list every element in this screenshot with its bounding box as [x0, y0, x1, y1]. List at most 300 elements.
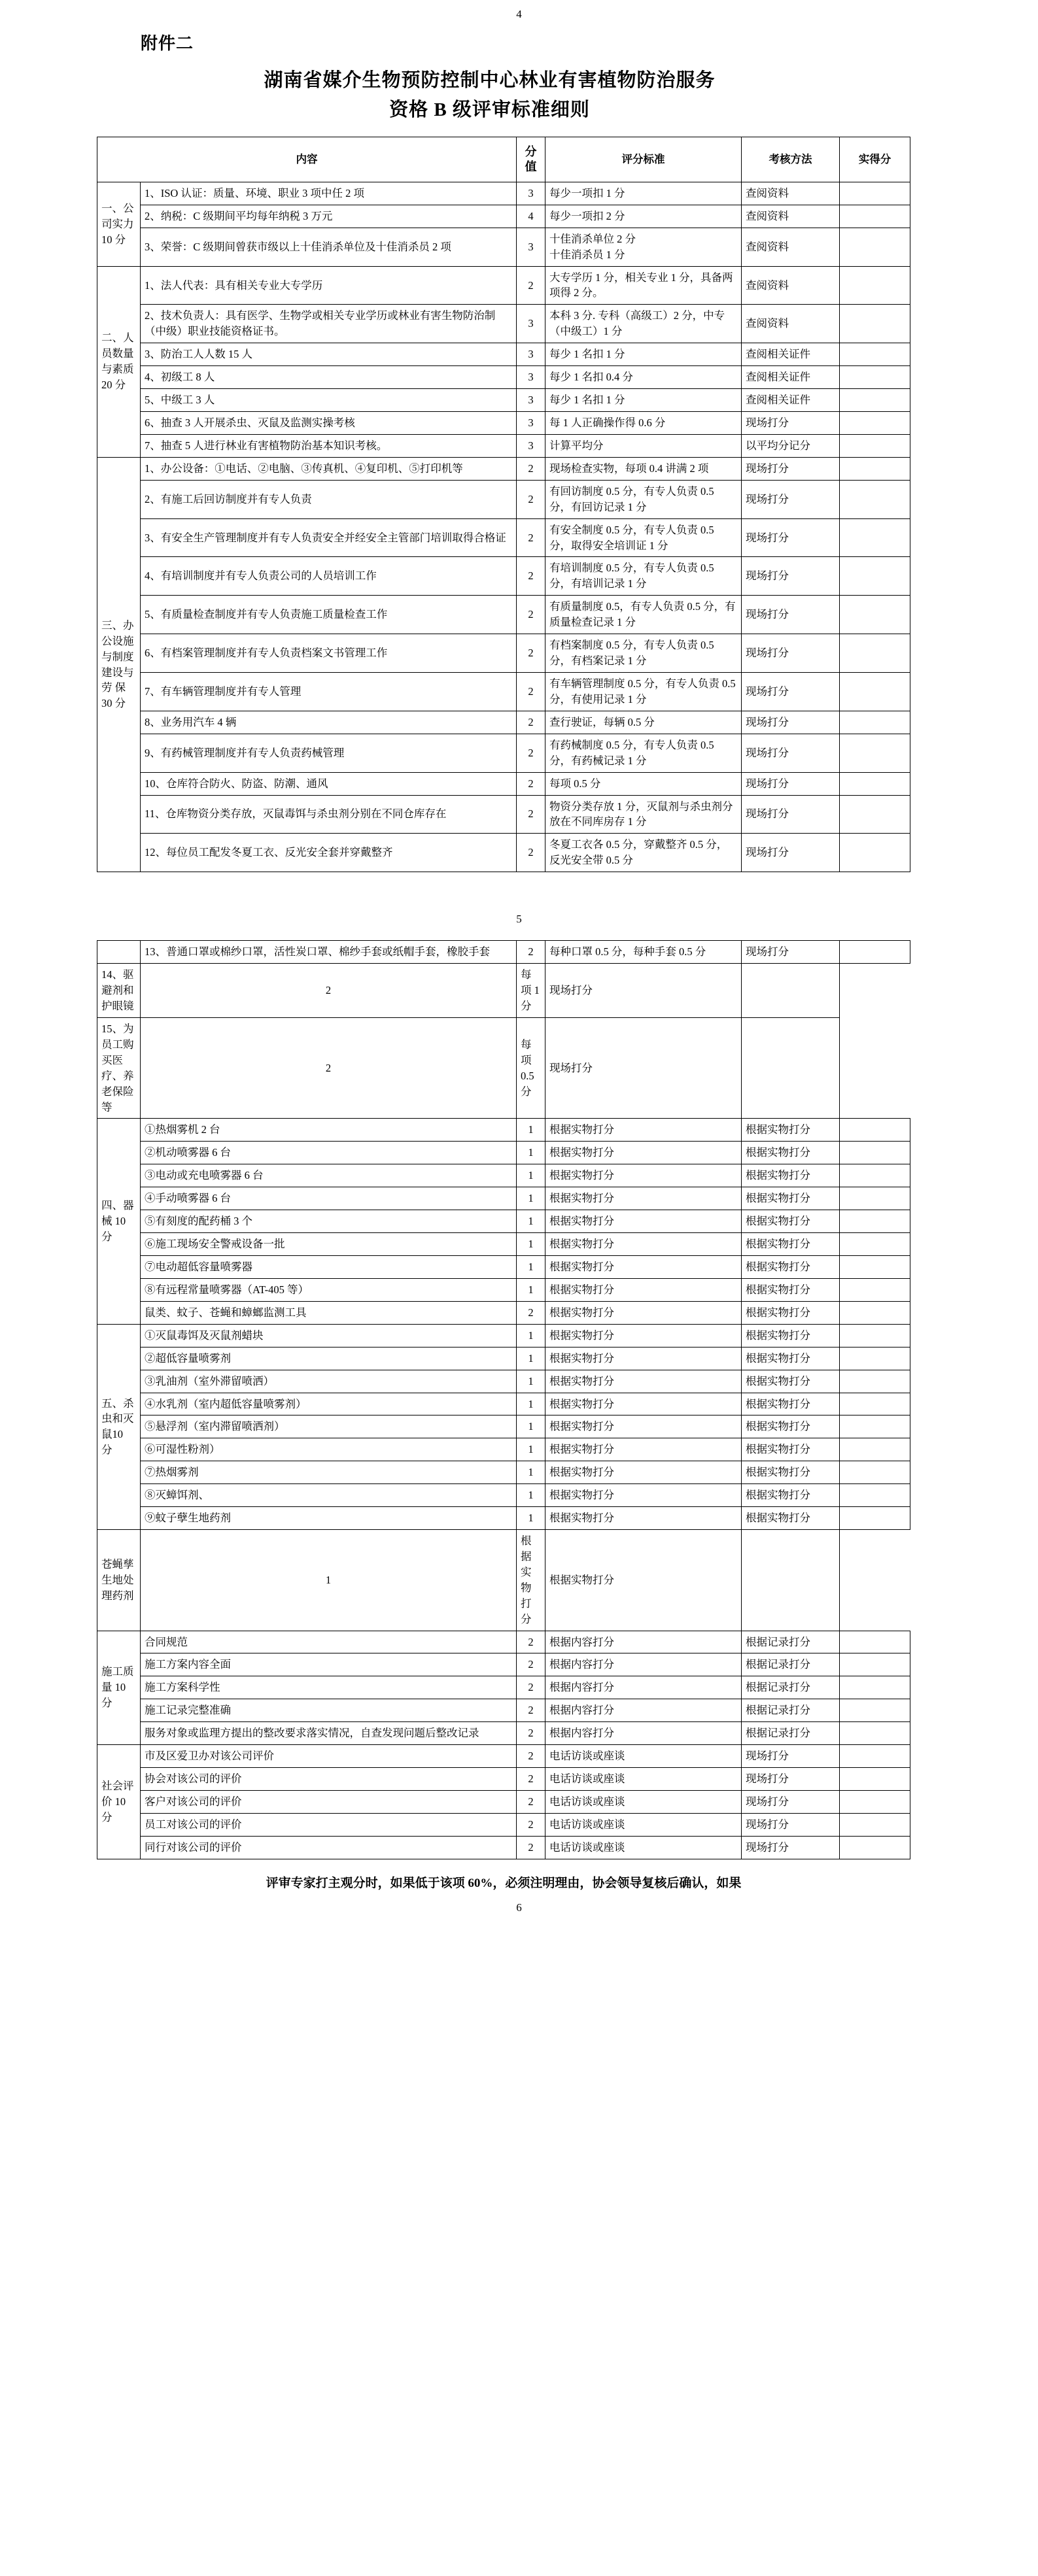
method-cell: 查阅资料 [742, 182, 840, 205]
footer-note: 评审专家打主观分时，如果低于该项 60%，必须注明理由，协会领导复核后确认，如果 [266, 1876, 742, 1890]
actual-score-cell[interactable] [840, 1791, 910, 1814]
table-row [97, 1461, 910, 1484]
method-cell: 根据实物打分 [742, 1255, 840, 1278]
actual-score-cell[interactable] [840, 1507, 910, 1530]
score-cell: 2 [517, 1745, 545, 1768]
criteria-cell: 每项 0.5 分 [545, 772, 742, 795]
method-cell: 现场打分 [742, 457, 840, 480]
content-cell: ③电动或充电喷雾器 6 台 [141, 1164, 517, 1187]
content-cell: 5、中级工 3 人 [141, 389, 517, 412]
score-cell: 2 [141, 1017, 517, 1119]
content-cell: 4、初级工 8 人 [141, 366, 517, 389]
content-cell: ③乳油剂（室外滞留喷洒） [141, 1370, 517, 1393]
criteria-cell: 有回访制度 0.5 分，有专人负责 0.5 分，有回访记录 1 分 [545, 480, 742, 518]
content-cell: 13、普通口罩或棉纱口罩，活性炭口罩、棉纱手套或纸帽手套，橡胶手套 [141, 941, 517, 964]
actual-score-cell[interactable] [840, 1415, 910, 1438]
table-row [97, 1370, 910, 1393]
table-row [97, 1836, 910, 1859]
table-row [97, 1301, 910, 1324]
attachment-label: 附件二 [141, 34, 194, 53]
criteria-cell: 根据实物打分 [545, 1187, 742, 1210]
actual-score-cell[interactable] [840, 389, 910, 412]
actual-score-cell[interactable] [840, 941, 910, 964]
table-row [97, 734, 910, 772]
content-cell: ④水乳剂（室内超低容量喷雾剂） [141, 1393, 517, 1415]
criteria-table-2 [97, 940, 910, 1859]
criteria-cell: 每少 1 名扣 1 分 [545, 389, 742, 412]
content-cell: 10、仓库符合防火、防盗、防潮、通风 [141, 772, 517, 795]
actual-score-cell[interactable] [840, 673, 910, 711]
content-cell: 同行对该公司的评价 [141, 1836, 517, 1859]
actual-score-cell[interactable] [840, 1676, 910, 1699]
table-row [97, 673, 910, 711]
actual-score-cell[interactable] [840, 1484, 910, 1507]
page-number-top: 4 [516, 8, 522, 20]
method-cell: 根据记录打分 [742, 1676, 840, 1699]
table-row [97, 1745, 910, 1768]
method-cell: 现场打分 [742, 1745, 840, 1768]
score-cell: 1 [517, 1324, 545, 1347]
column-header-score: 分值 [517, 137, 545, 182]
method-cell: 查阅资料 [742, 305, 840, 343]
column-header-criteria: 评分标准 [545, 137, 742, 182]
table-row [97, 1255, 910, 1278]
actual-score-cell[interactable] [840, 1301, 910, 1324]
score-cell: 2 [517, 711, 545, 734]
actual-score-cell[interactable] [840, 1836, 910, 1859]
content-cell: ②机动喷雾器 6 台 [141, 1142, 517, 1164]
table-row [97, 941, 910, 964]
table-row [97, 1530, 910, 1631]
score-cell: 2 [517, 941, 545, 964]
table-row [97, 182, 910, 205]
table-row [97, 389, 910, 412]
score-cell: 2 [517, 1301, 545, 1324]
score-cell: 2 [517, 1699, 545, 1722]
criteria-cell: 根据内容打分 [545, 1653, 742, 1676]
content-cell: 客户对该公司的评价 [141, 1791, 517, 1814]
actual-score-cell[interactable] [840, 205, 910, 228]
criteria-cell: 有培训制度 0.5 分，有专人负责 0.5 分，有培训记录 1 分 [545, 557, 742, 596]
score-cell: 1 [517, 1507, 545, 1530]
page-number-bottom: 6 [516, 1901, 522, 1914]
content-cell: 市及区爱卫办对该公司评价 [141, 1745, 517, 1768]
actual-score-cell[interactable] [840, 1142, 910, 1164]
method-cell: 根据实物打分 [742, 1233, 840, 1256]
content-cell: ②超低容量喷雾剂 [141, 1347, 517, 1370]
actual-score-cell[interactable] [840, 1653, 910, 1676]
criteria-cell: 每种口罩 0.5 分，每种手套 0.5 分 [545, 941, 742, 964]
table-row [97, 1722, 910, 1745]
content-cell: ⑨蚊子孽生地药剂 [141, 1507, 517, 1530]
table-row [97, 596, 910, 634]
score-cell: 1 [517, 1484, 545, 1507]
column-header-actual: 实得分 [840, 137, 910, 182]
score-cell: 1 [517, 1347, 545, 1370]
method-cell: 现场打分 [742, 734, 840, 772]
column-header-method: 考核方法 [742, 137, 840, 182]
category-cell: 一、公司实力10 分 [97, 182, 141, 266]
actual-score-cell[interactable] [840, 518, 910, 557]
score-cell: 2 [517, 734, 545, 772]
content-cell: 施工记录完整准确 [141, 1699, 517, 1722]
actual-score-cell[interactable] [840, 711, 910, 734]
method-cell: 现场打分 [742, 1813, 840, 1836]
actual-score-cell[interactable] [840, 1813, 910, 1836]
criteria-cell: 现场检查实物，每项 0.4 讲满 2 项 [545, 457, 742, 480]
table-row [97, 205, 910, 228]
criteria-cell: 根据实物打分 [545, 1164, 742, 1187]
method-cell: 现场打分 [742, 1768, 840, 1791]
criteria-cell: 本科 3 分. 专科（高级工）2 分，中专（中级工）1 分 [545, 305, 742, 343]
actual-score-cell[interactable] [840, 1631, 910, 1653]
category-cell: 社会评价 10分 [97, 1745, 141, 1859]
score-cell: 2 [517, 1676, 545, 1699]
actual-score-cell[interactable] [840, 366, 910, 389]
score-cell: 2 [517, 1631, 545, 1653]
criteria-cell: 根据实物打分 [545, 1142, 742, 1164]
actual-score-cell[interactable] [840, 1699, 910, 1722]
method-cell: 根据实物打分 [742, 1301, 840, 1324]
score-cell: 3 [517, 366, 545, 389]
method-cell: 以平均分记分 [742, 434, 840, 457]
table-row [97, 305, 910, 343]
table-row [97, 795, 910, 834]
criteria-table-1 [97, 137, 910, 872]
actual-score-cell[interactable] [840, 266, 910, 305]
method-cell: 根据实物打分 [742, 1507, 840, 1530]
content-cell: 施工方案科学性 [141, 1676, 517, 1699]
criteria-table-2-wrapper [0, 940, 1038, 1859]
actual-score-cell[interactable] [840, 634, 910, 673]
score-cell: 2 [517, 596, 545, 634]
actual-score-cell[interactable] [840, 1233, 910, 1256]
page-title [0, 66, 1038, 125]
score-cell: 2 [517, 1791, 545, 1814]
method-cell: 查阅相关证件 [742, 366, 840, 389]
criteria-cell: 根据实物打分 [545, 1233, 742, 1256]
criteria-cell: 根据实物打分 [545, 1415, 742, 1438]
content-cell: 15、为员工购买医疗、养老保险等 [97, 1017, 141, 1119]
score-cell: 4 [517, 205, 545, 228]
content-cell: 合同规范 [141, 1631, 517, 1653]
content-cell: 6、抽查 3 人开展杀虫、灭鼠及监测实操考核 [141, 412, 517, 435]
content-cell: ⑤有刻度的配药桶 3 个 [141, 1210, 517, 1233]
actual-score-cell[interactable] [840, 834, 910, 872]
content-cell: 7、有车辆管理制度并有专人管理 [141, 673, 517, 711]
table-row [97, 1119, 910, 1142]
criteria-cell: 大专学历 1 分，相关专业 1 分，具备两项得 2 分。 [545, 266, 742, 305]
actual-score-cell[interactable] [840, 1393, 910, 1415]
criteria-cell: 有档案制度 0.5 分，有专人负责 0.5 分，有档案记录 1 分 [545, 634, 742, 673]
actual-score-cell[interactable] [840, 1347, 910, 1370]
table-row [97, 1278, 910, 1301]
criteria-cell: 根据内容打分 [545, 1699, 742, 1722]
table-row [97, 457, 910, 480]
method-cell: 现场打分 [742, 1836, 840, 1859]
table-row [97, 1676, 910, 1699]
score-cell: 2 [517, 1653, 545, 1676]
table-row [97, 1699, 910, 1722]
method-cell: 现场打分 [742, 518, 840, 557]
method-cell: 根据实物打分 [742, 1438, 840, 1461]
method-cell: 根据实物打分 [742, 1461, 840, 1484]
criteria-cell: 根据实物打分 [545, 1393, 742, 1415]
actual-score-cell[interactable] [742, 964, 840, 1018]
score-cell: 1 [517, 1164, 545, 1187]
content-cell: 施工方案内容全面 [141, 1653, 517, 1676]
score-cell: 1 [517, 1370, 545, 1393]
method-cell: 现场打分 [742, 673, 840, 711]
score-cell: 1 [517, 1278, 545, 1301]
content-cell: 9、有药械管理制度并有专人负责药械管理 [141, 734, 517, 772]
criteria-cell: 根据内容打分 [545, 1722, 742, 1745]
method-cell: 根据实物打分 [742, 1484, 840, 1507]
actual-score-cell[interactable] [840, 182, 910, 205]
table-row [97, 1484, 910, 1507]
criteria-cell: 根据实物打分 [517, 1530, 545, 1631]
method-cell: 根据实物打分 [742, 1210, 840, 1233]
content-cell: 员工对该公司的评价 [141, 1813, 517, 1836]
table-row [97, 1653, 910, 1676]
score-cell: 1 [517, 1438, 545, 1461]
table-row [97, 366, 910, 389]
actual-score-cell[interactable] [742, 1530, 840, 1631]
content-cell: 苍蝇孳生地处理药剂 [97, 1530, 141, 1631]
score-cell: 1 [517, 1187, 545, 1210]
score-cell: 1 [517, 1393, 545, 1415]
score-cell: 1 [517, 1233, 545, 1256]
actual-score-cell[interactable] [840, 772, 910, 795]
table-row [97, 1438, 910, 1461]
criteria-cell: 根据实物打分 [545, 1255, 742, 1278]
criteria-cell: 每少一项扣 1 分 [545, 182, 742, 205]
score-cell: 3 [517, 343, 545, 366]
method-cell: 根据记录打分 [742, 1699, 840, 1722]
actual-score-cell[interactable] [840, 343, 910, 366]
document-page-1 [0, 0, 1038, 879]
actual-score-cell[interactable] [840, 1210, 910, 1233]
criteria-cell: 根据实物打分 [545, 1210, 742, 1233]
method-cell: 根据记录打分 [742, 1631, 840, 1653]
method-cell: 根据实物打分 [742, 1393, 840, 1415]
criteria-cell: 根据实物打分 [545, 1507, 742, 1530]
table-row [97, 1768, 910, 1791]
score-cell: 2 [517, 834, 545, 872]
actual-score-cell[interactable] [840, 596, 910, 634]
criteria-cell: 根据实物打分 [545, 1301, 742, 1324]
actual-score-cell[interactable] [840, 1370, 910, 1393]
category-cell: 施工质量 10分 [97, 1631, 141, 1745]
method-cell: 现场打分 [742, 941, 840, 964]
method-cell: 现场打分 [742, 596, 840, 634]
content-cell: 1、法人代表：具有相关专业大专学历 [141, 266, 517, 305]
content-cell: 5、有质量检查制度并有专人负责施工质量检查工作 [141, 596, 517, 634]
criteria-cell: 根据实物打分 [545, 1438, 742, 1461]
score-cell: 3 [517, 228, 545, 266]
content-cell: ⑧灭蟑饵剂、 [141, 1484, 517, 1507]
criteria-cell: 电话访谈或座谈 [545, 1768, 742, 1791]
table-row [97, 266, 910, 305]
table-row [97, 228, 910, 266]
criteria-cell: 根据内容打分 [545, 1676, 742, 1699]
criteria-cell: 每 1 人正确操作得 0.6 分 [545, 412, 742, 435]
method-cell: 现场打分 [742, 557, 840, 596]
table-body-1 [97, 182, 910, 872]
method-cell: 现场打分 [742, 772, 840, 795]
actual-score-cell[interactable] [742, 1017, 840, 1119]
table-row [97, 1142, 910, 1164]
score-cell: 1 [517, 1119, 545, 1142]
method-cell: 现场打分 [742, 480, 840, 518]
criteria-table-1-wrapper [0, 137, 1038, 872]
criteria-cell: 电话访谈或座谈 [545, 1791, 742, 1814]
criteria-cell: 每少一项扣 2 分 [545, 205, 742, 228]
score-cell: 1 [141, 1530, 517, 1631]
table-row [97, 834, 910, 872]
actual-score-cell[interactable] [840, 1164, 910, 1187]
method-cell: 根据实物打分 [742, 1164, 840, 1187]
table-row [97, 1813, 910, 1836]
criteria-cell: 每少 1 名扣 0.4 分 [545, 366, 742, 389]
page-number-middle: 5 [516, 913, 522, 926]
criteria-cell: 有安全制度 0.5 分，有专人负责 0.5 分，取得安全培训证 1 分 [545, 518, 742, 557]
criteria-cell: 每项 0.5 分 [517, 1017, 545, 1119]
actual-score-cell[interactable] [840, 1278, 910, 1301]
score-cell: 2 [517, 266, 545, 305]
method-cell: 现场打分 [742, 412, 840, 435]
method-cell: 查阅相关证件 [742, 343, 840, 366]
table-header-row [97, 137, 910, 182]
score-cell: 1 [517, 1255, 545, 1278]
actual-score-cell[interactable] [840, 1768, 910, 1791]
score-cell: 3 [517, 305, 545, 343]
table-row [97, 1210, 910, 1233]
content-cell: ⑦电动超低容量喷雾器 [141, 1255, 517, 1278]
method-cell: 查阅资料 [742, 266, 840, 305]
content-cell: 2、有施工后回访制度并有专人负责 [141, 480, 517, 518]
method-cell: 查阅资料 [742, 205, 840, 228]
table-row [97, 1017, 910, 1119]
score-cell: 2 [517, 634, 545, 673]
content-cell: 1、办公设备：①电话、②电脑、③传真机、④复印机、⑤打印机等 [141, 457, 517, 480]
method-cell: 现场打分 [742, 795, 840, 834]
title-line-2: 资格 B 级评审标准细则 [389, 99, 590, 120]
content-cell: 3、荣誉：C 级期间曾获市级以上十佳消杀单位及十佳消杀员 2 项 [141, 228, 517, 266]
score-cell: 2 [517, 1768, 545, 1791]
method-cell: 根据实物打分 [742, 1142, 840, 1164]
method-cell: 根据记录打分 [742, 1653, 840, 1676]
criteria-cell: 根据实物打分 [545, 1119, 742, 1142]
criteria-cell: 十佳消杀单位 2 分 十佳消杀员 1 分 [545, 228, 742, 266]
category-cell: 三、办公设施与制度建设与劳 保30 分 [97, 457, 141, 872]
table-row [97, 1164, 910, 1187]
content-cell: ⑥施工现场安全警戒设备一批 [141, 1233, 517, 1256]
actual-score-cell[interactable] [840, 412, 910, 435]
actual-score-cell[interactable] [840, 1438, 910, 1461]
score-cell: 2 [517, 518, 545, 557]
content-cell: 14、驱避剂和护眼镜 [97, 964, 141, 1018]
table-row [97, 343, 910, 366]
method-cell: 查阅相关证件 [742, 389, 840, 412]
actual-score-cell[interactable] [840, 1187, 910, 1210]
score-cell: 2 [517, 480, 545, 518]
table-body-2 [97, 941, 910, 1859]
score-cell: 2 [141, 964, 517, 1018]
actual-score-cell[interactable] [840, 557, 910, 596]
criteria-cell: 电话访谈或座谈 [545, 1745, 742, 1768]
criteria-cell: 根据内容打分 [545, 1631, 742, 1653]
table-row [97, 711, 910, 734]
criteria-cell: 计算平均分 [545, 434, 742, 457]
method-cell: 根据实物打分 [742, 1119, 840, 1142]
criteria-cell: 冬夏工衣各 0.5 分，穿戴整齐 0.5 分，反光安全带 0.5 分 [545, 834, 742, 872]
method-cell: 根据记录打分 [742, 1722, 840, 1745]
method-cell: 现场打分 [545, 1017, 742, 1119]
table-row [97, 634, 910, 673]
content-cell: ⑥可湿性粉剂） [141, 1438, 517, 1461]
actual-score-cell[interactable] [840, 1722, 910, 1745]
actual-score-cell[interactable] [840, 1324, 910, 1347]
actual-score-cell[interactable] [840, 734, 910, 772]
actual-score-cell[interactable] [840, 1255, 910, 1278]
table-row [97, 1187, 910, 1210]
table-row [97, 518, 910, 557]
content-cell: ⑤悬浮剂（室内滞留喷洒剂） [141, 1415, 517, 1438]
score-cell: 2 [517, 457, 545, 480]
criteria-cell: 有车辆管理制度 0.5 分，有专人负责 0.5 分，有使用记录 1 分 [545, 673, 742, 711]
content-cell: 7、抽查 5 人进行林业有害植物防治基本知识考核。 [141, 434, 517, 457]
method-cell: 现场打分 [545, 964, 742, 1018]
actual-score-cell[interactable] [840, 228, 910, 266]
content-cell: ⑦热烟雾剂 [141, 1461, 517, 1484]
actual-score-cell[interactable] [840, 795, 910, 834]
criteria-cell: 根据实物打分 [545, 1278, 742, 1301]
content-cell: 6、有档案管理制度并有专人负责档案文书管理工作 [141, 634, 517, 673]
method-cell: 根据实物打分 [742, 1324, 840, 1347]
score-cell: 2 [517, 673, 545, 711]
content-cell: ①灭鼠毒饵及灭鼠剂蜡块 [141, 1324, 517, 1347]
score-cell: 1 [517, 1415, 545, 1438]
actual-score-cell[interactable] [840, 305, 910, 343]
actual-score-cell[interactable] [840, 1745, 910, 1768]
content-cell: ④手动喷雾器 6 台 [141, 1187, 517, 1210]
content-cell: 协会对该公司的评价 [141, 1768, 517, 1791]
title-line-1: 湖南省媒介生物预防控制中心林业有害植物防治服务 [264, 70, 716, 91]
actual-score-cell[interactable] [840, 434, 910, 457]
criteria-cell: 根据实物打分 [545, 1324, 742, 1347]
document-page-2 [0, 905, 1038, 1924]
table-row [97, 434, 910, 457]
method-cell: 现场打分 [742, 634, 840, 673]
category-cell: 四、器械 10分 [97, 1119, 141, 1324]
category-cell: 五、杀虫和灭鼠10 分 [97, 1324, 141, 1529]
actual-score-cell[interactable] [840, 457, 910, 480]
content-cell: 1、ISO 认证：质量、环境、职业 3 项中任 2 项 [141, 182, 517, 205]
actual-score-cell[interactable] [840, 1461, 910, 1484]
actual-score-cell[interactable] [840, 480, 910, 518]
score-cell: 1 [517, 1210, 545, 1233]
method-cell: 现场打分 [742, 1791, 840, 1814]
content-cell: 3、防治工人人数 15 人 [141, 343, 517, 366]
score-cell: 3 [517, 182, 545, 205]
content-cell: 3、有安全生产管理制度并有专人负责安全并经安全主管部门培训取得合格证 [141, 518, 517, 557]
actual-score-cell[interactable] [840, 1119, 910, 1142]
table-row [97, 557, 910, 596]
method-cell: 现场打分 [742, 711, 840, 734]
content-cell: 2、纳税：C 级期间平均每年纳税 3 万元 [141, 205, 517, 228]
criteria-cell: 每少 1 名扣 1 分 [545, 343, 742, 366]
